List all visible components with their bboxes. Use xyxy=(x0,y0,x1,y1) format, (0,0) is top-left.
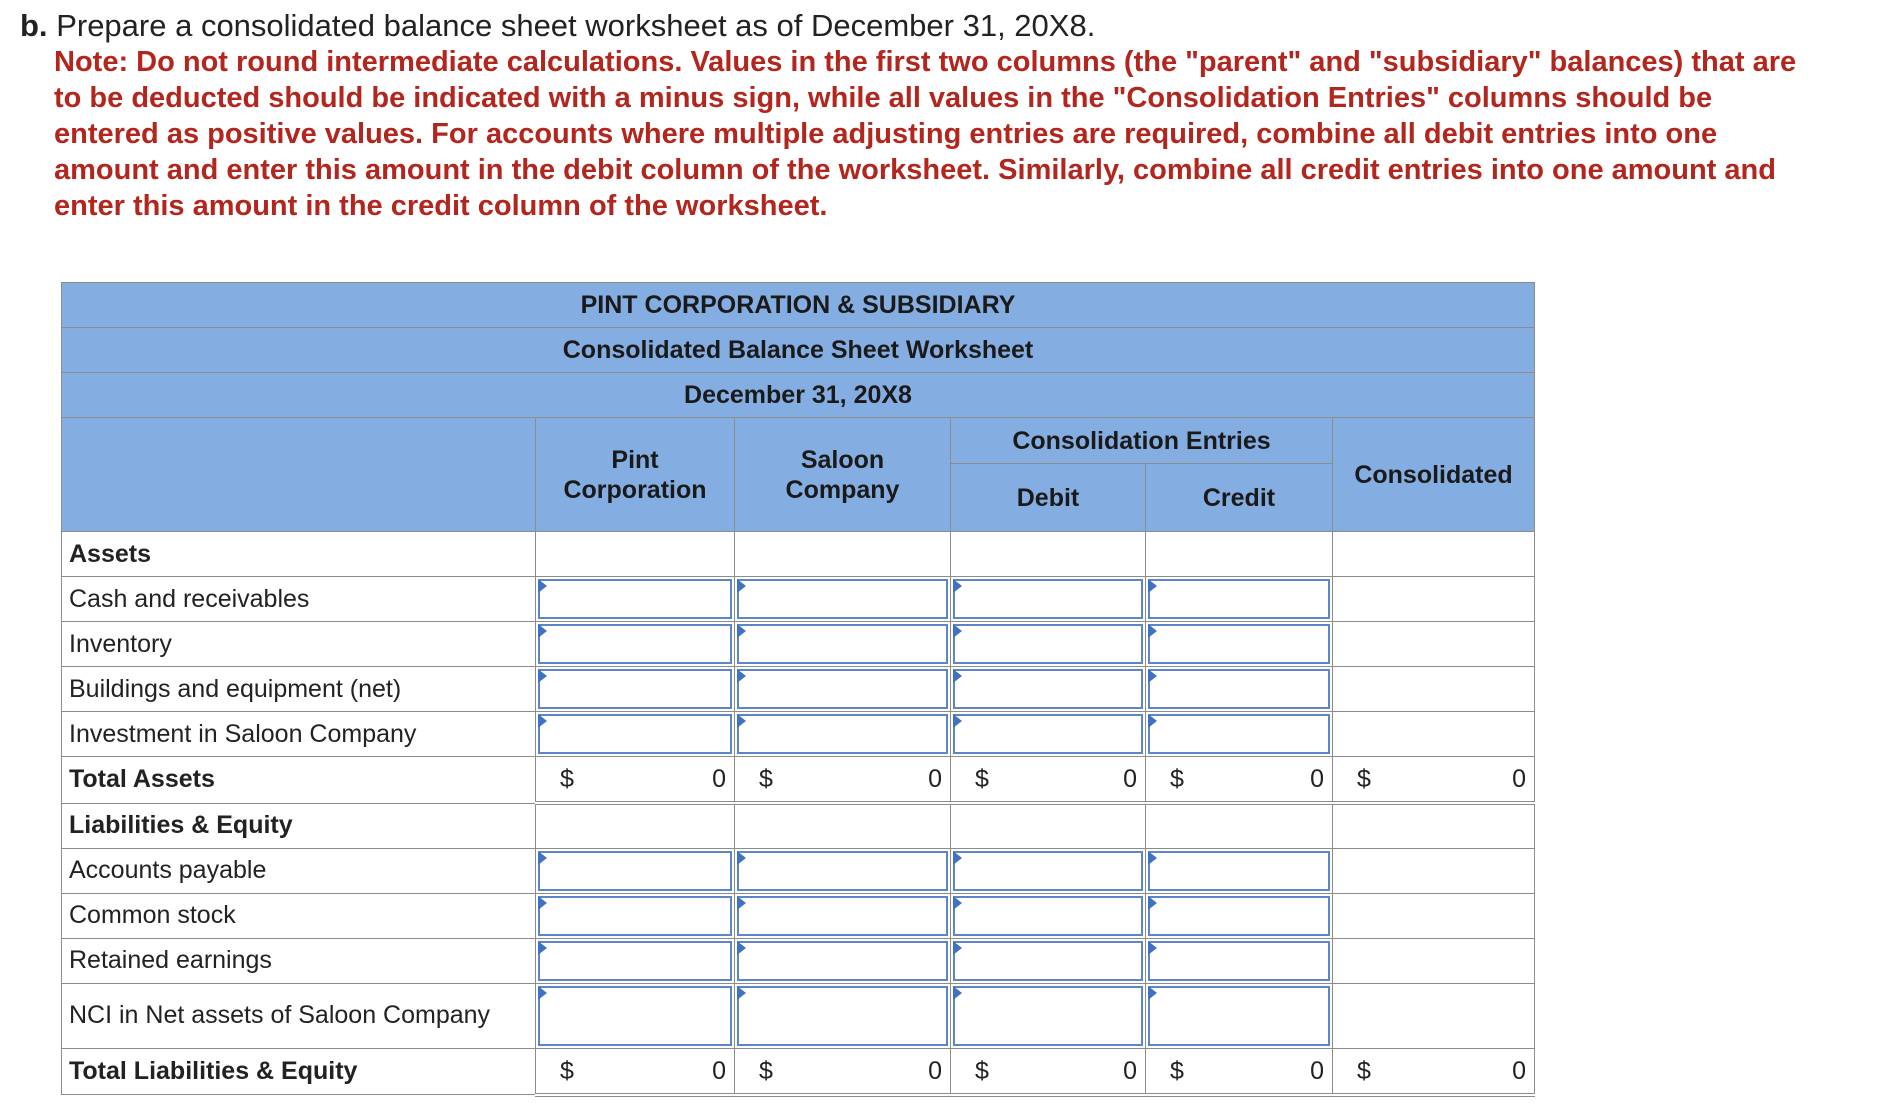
input-saloon-retained-earnings[interactable] xyxy=(737,941,948,981)
table-row xyxy=(62,712,1535,757)
consolidated-cell xyxy=(1333,712,1535,757)
note-line-2: to be deducted should be indicated with a minus sign, while all values in the "Consolidation Entries" columns should be xyxy=(54,82,1713,114)
row-label: NCI in Net assets of Saloon Company xyxy=(62,983,536,1048)
col-header-credit: Credit xyxy=(1146,464,1333,532)
row-label: Accounts payable xyxy=(62,848,536,893)
section-label-liabilities: Liabilities & Equity xyxy=(62,803,536,848)
input-debit-inventory[interactable] xyxy=(953,624,1143,664)
question-block xyxy=(20,8,1866,224)
col-header-saloon: Saloon Company xyxy=(735,418,951,532)
worksheet-title: PINT CORPORATION & SUBSIDIARY xyxy=(62,283,1535,328)
total-liabilities-credit: $ 0 xyxy=(1146,1048,1333,1095)
worksheet-table xyxy=(61,282,1535,1097)
input-saloon-investment[interactable] xyxy=(737,714,948,754)
input-pint-buildings[interactable] xyxy=(538,669,732,709)
row-label: Cash and receivables xyxy=(62,577,536,622)
input-saloon-common-stock[interactable] xyxy=(737,896,948,936)
note-line-4: amount and enter this amount in the debit column of the worksheet. Similarly, combine all credit entries into one amount and xyxy=(54,154,1776,186)
table-row xyxy=(62,577,1535,622)
table-row xyxy=(62,893,1535,938)
input-credit-nci[interactable] xyxy=(1148,986,1330,1046)
worksheet-subtitle: Consolidated Balance Sheet Worksheet xyxy=(62,328,1535,373)
consolidated-cell xyxy=(1333,622,1535,667)
row-label: Buildings and equipment (net) xyxy=(62,667,536,712)
total-assets-label: Total Assets xyxy=(62,757,536,804)
consolidated-cell xyxy=(1333,667,1535,712)
input-credit-buildings[interactable] xyxy=(1148,669,1330,709)
table-row xyxy=(62,983,1535,1048)
input-debit-common-stock[interactable] xyxy=(953,896,1143,936)
total-liabilities-row xyxy=(62,1048,1535,1095)
total-liabilities-debit: $ 0 xyxy=(951,1048,1146,1095)
total-assets-consolidated: $ 0 xyxy=(1333,757,1535,804)
input-saloon-ap[interactable] xyxy=(737,851,948,891)
row-label: Inventory xyxy=(62,622,536,667)
input-pint-investment[interactable] xyxy=(538,714,732,754)
consolidated-cell xyxy=(1333,577,1535,622)
total-liabilities-consolidated: $ 0 xyxy=(1333,1048,1535,1095)
input-credit-cash[interactable] xyxy=(1148,579,1330,619)
input-saloon-buildings[interactable] xyxy=(737,669,948,709)
input-pint-common-stock[interactable] xyxy=(538,896,732,936)
col-header-debit: Debit xyxy=(951,464,1146,532)
consolidated-cell xyxy=(1333,983,1535,1048)
input-saloon-nci[interactable] xyxy=(737,986,948,1046)
input-pint-inventory[interactable] xyxy=(538,624,732,664)
input-debit-nci[interactable] xyxy=(953,986,1143,1046)
input-debit-buildings[interactable] xyxy=(953,669,1143,709)
total-liabilities-label: Total Liabilities & Equity xyxy=(62,1048,536,1095)
total-assets-saloon: $ 0 xyxy=(735,757,951,804)
section-label-assets: Assets xyxy=(62,532,536,577)
question-prompt xyxy=(20,8,1866,44)
table-row xyxy=(62,667,1535,712)
total-liabilities-saloon: $ 0 xyxy=(735,1048,951,1095)
col-header-consolidated: Consolidated xyxy=(1333,418,1535,532)
note-line-3: entered as positive values. For accounts where multiple adjusting entries are required, combine all debit entries into one xyxy=(54,118,1718,150)
input-credit-inventory[interactable] xyxy=(1148,624,1330,664)
col-header-consolidation-entries: Consolidation Entries xyxy=(951,418,1333,464)
consolidated-cell xyxy=(1333,893,1535,938)
input-credit-ap[interactable] xyxy=(1148,851,1330,891)
input-debit-cash[interactable] xyxy=(953,579,1143,619)
row-label: Retained earnings xyxy=(62,938,536,983)
input-credit-investment[interactable] xyxy=(1148,714,1330,754)
input-pint-retained-earnings[interactable] xyxy=(538,941,732,981)
note-line-5: enter this amount in the credit column of the worksheet. xyxy=(54,190,828,222)
row-label: Investment in Saloon Company xyxy=(62,712,536,757)
total-assets-debit: $ 0 xyxy=(951,757,1146,804)
header-blank xyxy=(62,418,536,532)
input-pint-cash[interactable] xyxy=(538,579,732,619)
input-pint-nci[interactable] xyxy=(538,986,732,1046)
table-row xyxy=(62,848,1535,893)
table-row xyxy=(62,622,1535,667)
input-credit-common-stock[interactable] xyxy=(1148,896,1330,936)
col-header-pint: Pint Corporation xyxy=(536,418,735,532)
input-debit-investment[interactable] xyxy=(953,714,1143,754)
section-row-liabilities xyxy=(62,803,1535,848)
input-saloon-inventory[interactable] xyxy=(737,624,948,664)
input-debit-ap[interactable] xyxy=(953,851,1143,891)
worksheet-date: December 31, 20X8 xyxy=(62,373,1535,418)
total-assets-pint: $ 0 xyxy=(536,757,735,804)
input-saloon-cash[interactable] xyxy=(737,579,948,619)
part-label: b. xyxy=(20,8,48,43)
total-liabilities-pint: $ 0 xyxy=(536,1048,735,1095)
prompt-text: Prepare a consolidated balance sheet worksheet as of December 31, 20X8. xyxy=(56,8,1096,43)
input-pint-ap[interactable] xyxy=(538,851,732,891)
input-debit-retained-earnings[interactable] xyxy=(953,941,1143,981)
total-assets-credit: $ 0 xyxy=(1146,757,1333,804)
note-line-1: Note: Do not round intermediate calculations. Values in the first two columns (the "parent" and "subsidiary" balances) that are xyxy=(54,46,1797,78)
total-assets-row xyxy=(62,757,1535,804)
consolidated-cell xyxy=(1333,938,1535,983)
section-row-assets xyxy=(62,532,1535,577)
consolidated-cell xyxy=(1333,848,1535,893)
input-credit-retained-earnings[interactable] xyxy=(1148,941,1330,981)
row-label: Common stock xyxy=(62,893,536,938)
table-row xyxy=(62,938,1535,983)
